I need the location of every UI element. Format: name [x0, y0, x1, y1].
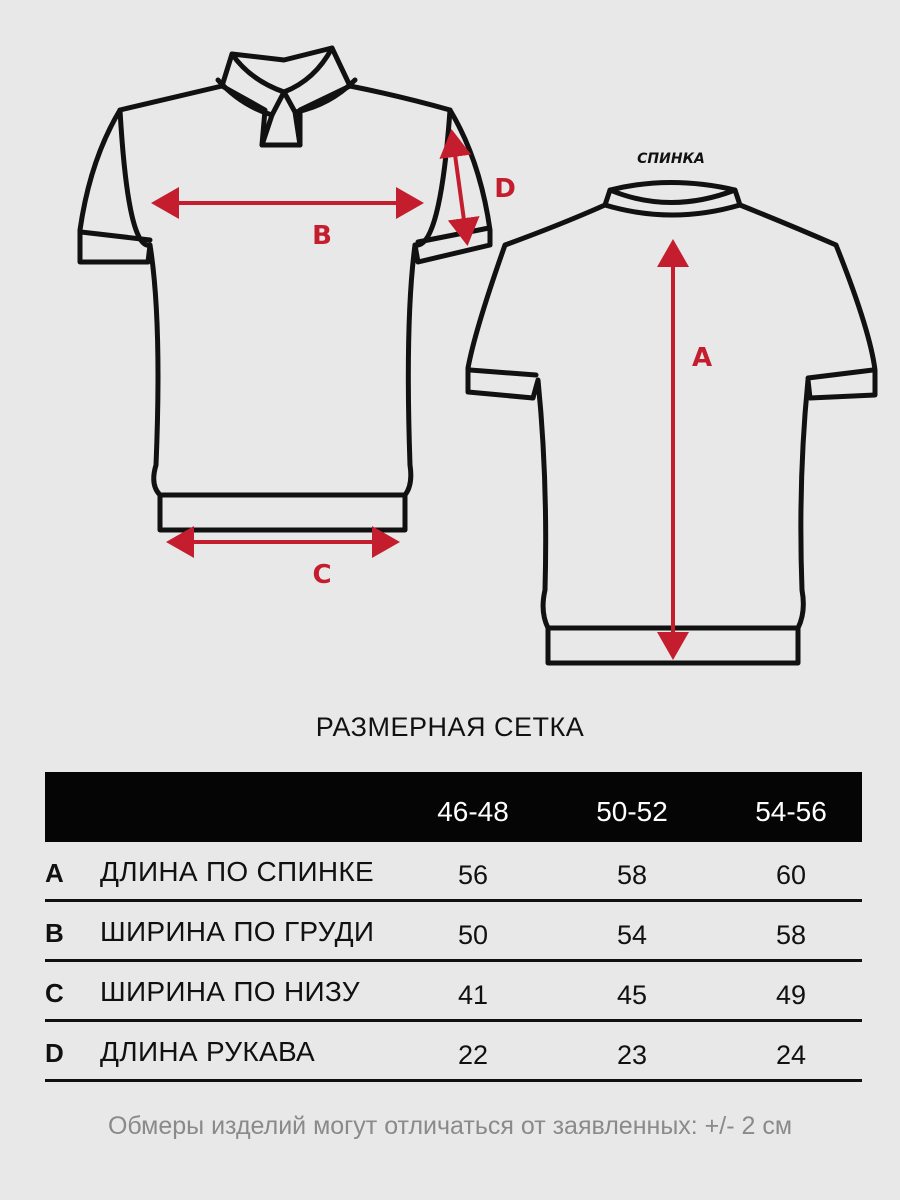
size-table-header [45, 772, 862, 842]
back-view-label: СПИНКА [637, 151, 705, 167]
marker-c-label: C [312, 560, 332, 590]
arrow-d [452, 133, 467, 242]
row-code: C [45, 978, 64, 1008]
size-header-1: 46-48 [437, 796, 509, 827]
row-label: ДЛИНА ПО СПИНКЕ [100, 856, 374, 887]
size-chart-title: РАЗМЕРНАЯ СЕТКА [315, 712, 585, 742]
table-row-c [45, 962, 862, 1022]
row-value: 49 [775, 980, 807, 1010]
row-value: 58 [775, 920, 807, 950]
row-value: 58 [616, 860, 648, 890]
row-code: D [45, 1038, 64, 1068]
row-code: A [45, 858, 64, 888]
table-row-d [45, 1022, 862, 1082]
row-value: 50 [457, 920, 489, 950]
marker-d-label: D [494, 174, 516, 204]
row-value: 60 [775, 860, 807, 890]
marker-a-label: A [691, 343, 713, 373]
table-row-b [45, 902, 862, 962]
row-value: 22 [457, 1040, 489, 1070]
size-header-3: 54-56 [755, 796, 827, 827]
size-header-2: 50-52 [596, 796, 668, 827]
row-label: ШИРИНА ПО ГРУДИ [100, 916, 375, 947]
row-value: 41 [457, 980, 489, 1010]
row-value: 56 [457, 860, 489, 890]
row-value: 23 [616, 1040, 648, 1070]
front-shirt-outline [80, 48, 490, 530]
row-value: 45 [616, 980, 648, 1010]
measurement-note: Обмеры изделий могут отличаться от заявленных: +/- 2 см [107, 1112, 793, 1140]
size-table [45, 772, 862, 1082]
table-row-a [45, 842, 862, 902]
row-code: B [45, 918, 64, 948]
row-label: ДЛИНА РУКАВА [100, 1036, 315, 1067]
row-value: 54 [616, 920, 648, 950]
row-label: ШИРИНА ПО НИЗУ [100, 976, 360, 1007]
row-value: 24 [775, 1040, 807, 1070]
marker-b-label: B [312, 221, 332, 251]
